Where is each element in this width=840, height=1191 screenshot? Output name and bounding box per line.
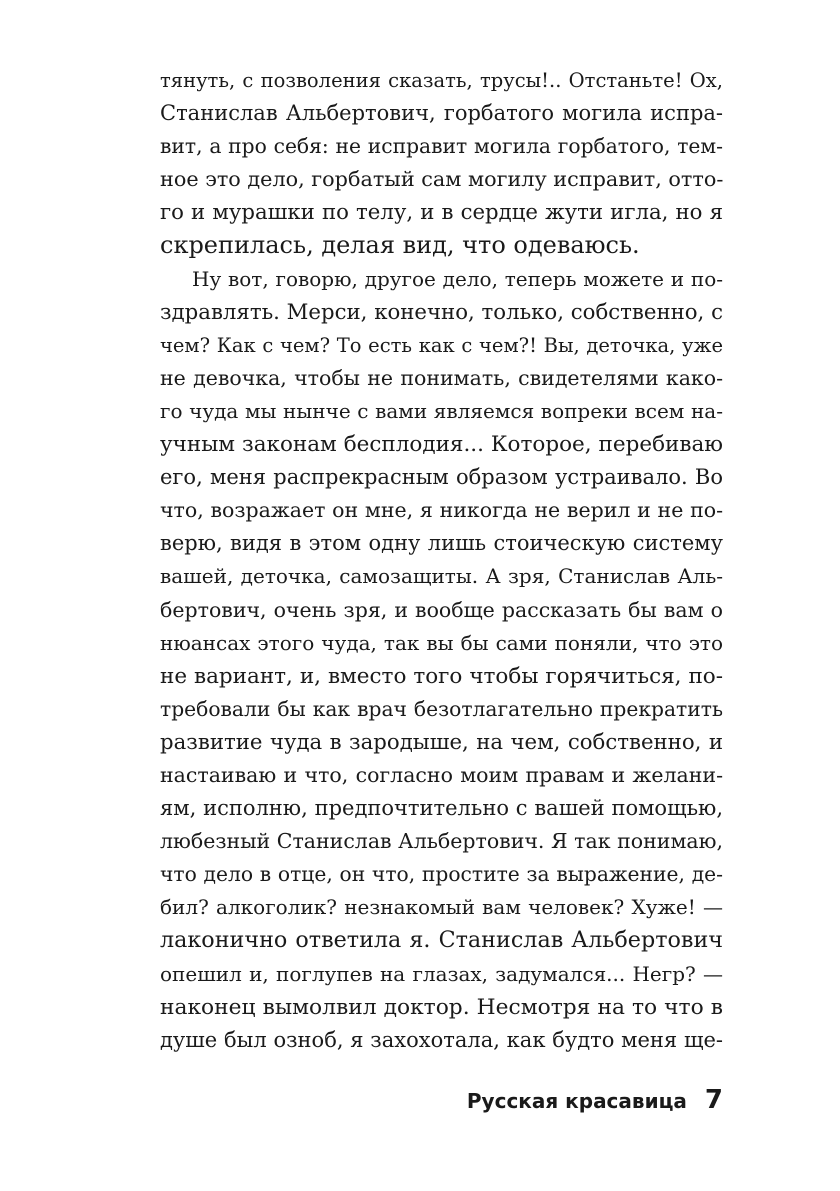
text-line: верю, видя в этом одну лишь стоическую систему [160,531,723,556]
text-line: душе был озноб, я захохотала, как будто меня ще- [160,1027,723,1052]
page-number: 7 [704,1085,723,1115]
text-line: бертович, очень зря, и вообще рассказать бы вам о [160,597,723,622]
text-line: наконец вымолвил доктор. Несмотря на то что в [160,994,723,1020]
text-line: вит, а про себя: не исправит могила горбатого, тем- [160,134,723,159]
paragraph-2 [160,263,723,1057]
body-text [160,64,723,1057]
text-line: скрепилась, делая вид, что одеваюсь. [160,231,640,260]
text-line: тянуть, с позволения сказать, трусы!.. Отстаньте! Ох, [160,69,723,92]
text-line: здравлять. Мерси, конечно, только, собственно, с [160,299,723,325]
text-line: ям, исполню, предпочтительно с вашей помощью, [160,796,723,821]
text-line: его, меня распрекрасным образом устраивало. Во [160,465,723,490]
text-line: чем? Как с чем? То есть как с чем?! Вы, деточка, уже [160,333,723,357]
text-line: учным законам бесплодия... Которое, перебиваю [160,432,723,458]
text-line: Ну вот, говорю, другое дело, теперь можете и по- [192,266,723,291]
page-footer [160,1085,723,1125]
text-line: требовали бы как врач безотлагательно прекратить [160,696,723,721]
text-line: вашей, деточка, самозащиты. А зря, Станислав Аль- [160,564,723,589]
text-line: опешил и, поглупев на глазах, задумался... Негр? — [160,961,723,986]
text-line: лаконично ответила я. Станислав Альбертович [160,927,723,954]
text-line: что, возражает он мне, я никогда не верил и не по- [160,498,723,523]
paragraph-1 [160,64,723,263]
text-line: бил? алкоголик? незнакомый вам человек? Хуже! — [160,895,723,920]
text-line: го и мурашки по телу, и в сердце жути игла, но я [160,200,723,226]
text-line: развитие чуда в зародыше, на чем, собственно, и [160,729,723,755]
text-line: Станислав Альбертович, горбатого могила испра- [160,101,723,126]
text-line: го чуда мы нынче с вами являемся вопреки всем на- [160,398,723,423]
text-line: любезный Станислав Альбертович. Я так понимаю, [160,829,723,854]
text-line: нюансах этого чуда, так вы бы сами поняли, что это [160,630,723,655]
text-line: ное это дело, горбатый сам могилу исправит, отто- [160,167,724,192]
text-line: не вариант, и, вместо того чтобы горячиться, по- [160,663,723,689]
running-title: Русская красавица [466,1089,687,1113]
text-line: не девочка, чтобы не понимать, свидетелями како- [160,365,723,390]
text-line: настаиваю и что, согласно моим правам и желани- [160,762,723,787]
text-line: что дело в отце, он что, простите за выражение, де- [160,862,723,887]
